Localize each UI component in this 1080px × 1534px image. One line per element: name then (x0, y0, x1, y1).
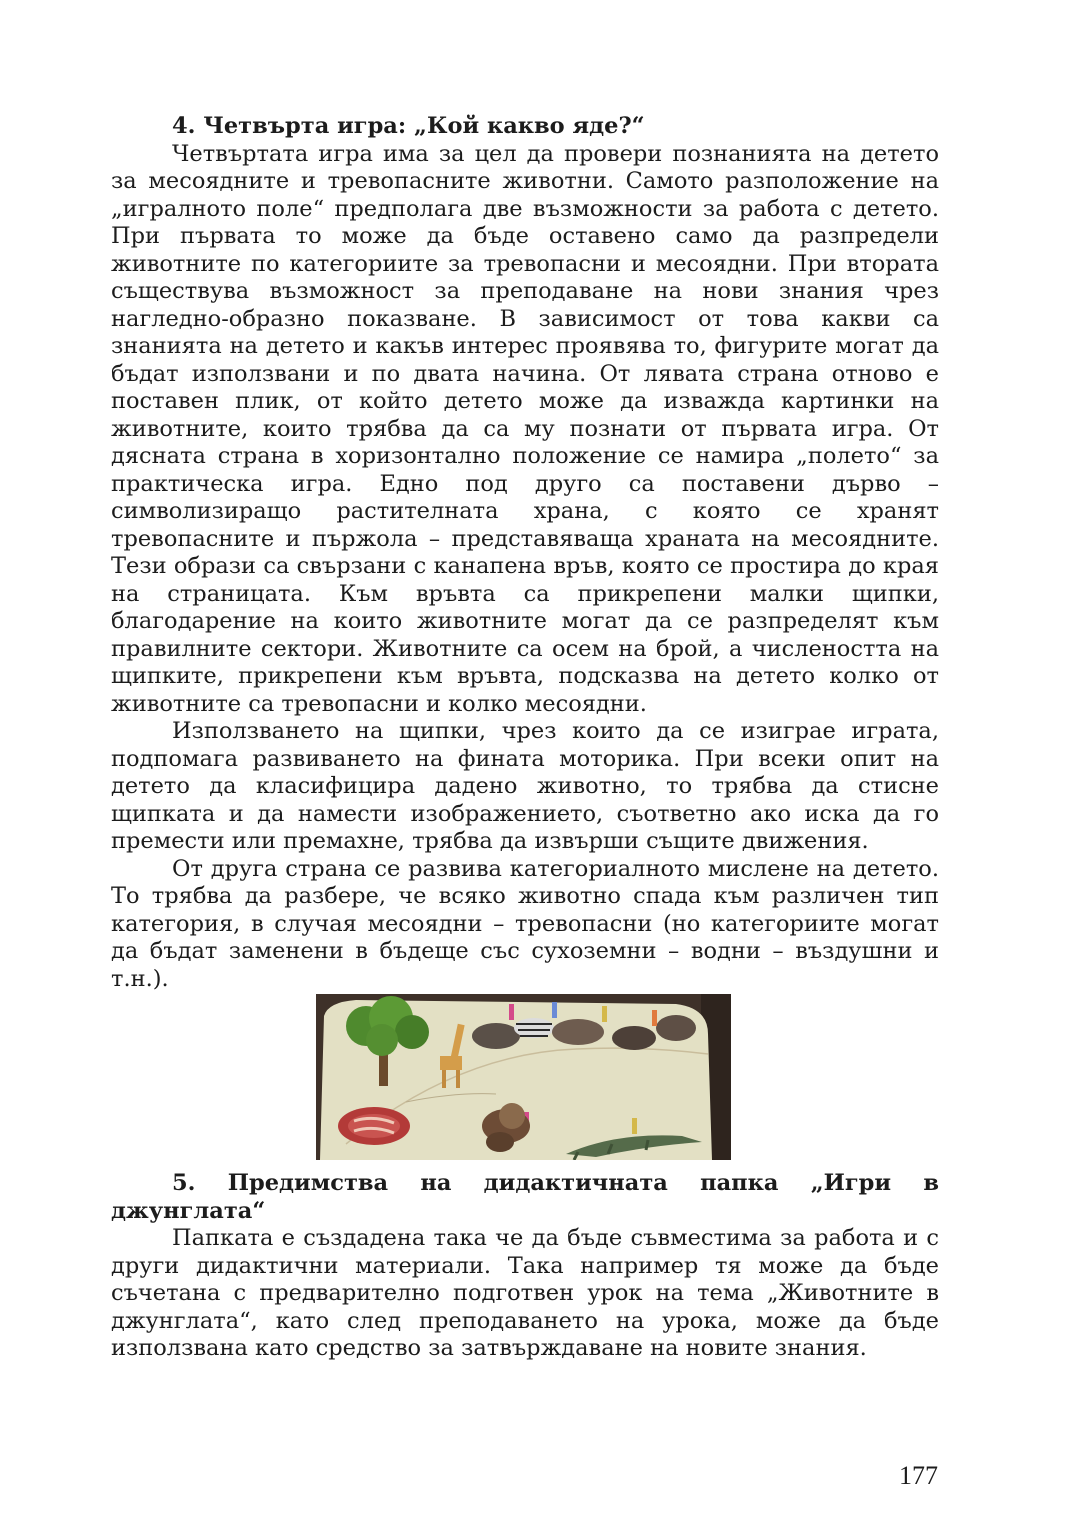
section-5-heading: 5. Предимства на дидактичната папка „Игри в джунглата“ (111, 1170, 939, 1224)
section-4-paragraph-1: Четвъртата игра има за цел да провери познанията на детето за месоядните и тревопасните животни. Самото разположение на „игралното поле“ предполага две възможности за работа с детето. При първата то може да бъде оставено само да разпредели животните по категориите за тревопасни и месоядни. При втората съществува възможност за преподаване на нови знания чрез нагледно-образно показване. В зависимост от това какви са знанията на детето и какъв интерес проявява то, фигурите могат да бъдат използвани и по двата начина. От лявата страна отново е поставен плик, от който детето може да изважда картинки на животните, които трябва да са му познати от първата игра. От дясната страна в хоризонтално положение се намира „полето“ за практическа игра. Едно под друго са поставени дърво – символизиращо растителната храна, с която се хранят тревопасните и пържола – представяваща храната на месоядните. Тези образи са свързани с канапена връв, която се простира до края на страницата. Към връвта са прикрепени малки щипки, благодарение на които животните могат да се разпределят към правилните сектори. Животните са осем на брой, а числеността на щипките, прикрепени към връвта, подсказва на детето колко от животните са тревопасни и колко месоядни. (111, 140, 939, 717)
section-4-paragraph-3: От друга страна се развива категориалното мислене на детето. То трябва да разбере, че всяко животно спада към различен тип категория, в случая месоядни – тревопасни (но категориите могат да бъдат заменени в бъдеще със сухоземни – водни – въздушни и т.н.). (111, 855, 939, 992)
game-board-illustration (316, 994, 731, 1160)
section-5 (111, 1170, 939, 1363)
game-board-photo (316, 994, 731, 1160)
section-5-paragraph-1: Папката е създадена така че да бъде съвместима за работа и с други дидактични материали. Така например тя може да бъде съчетана с предварително подготвен урок на тема „Животните в джунглата“, като след преподаването на урока, може да бъде използвана като средство за затвърждаване на новите знания. (111, 1225, 939, 1361)
section-4 (111, 113, 939, 993)
steak-icon (338, 1107, 410, 1145)
section-4-paragraph-2: Използването на щипки, чрез които да се изиграе играта, подпомага развиването на фината моторика. При всеки опит на детето да класифицира дадено животно, то трябва да стисне щипката и да намести изображението, съответно ако иска да го премести или премахне, трябва да извърши същите движения. (111, 718, 939, 854)
section-4-heading: 4. Четвърта игра: „Кой какво яде?“ (172, 113, 645, 139)
page-number: 177 (899, 1461, 938, 1490)
